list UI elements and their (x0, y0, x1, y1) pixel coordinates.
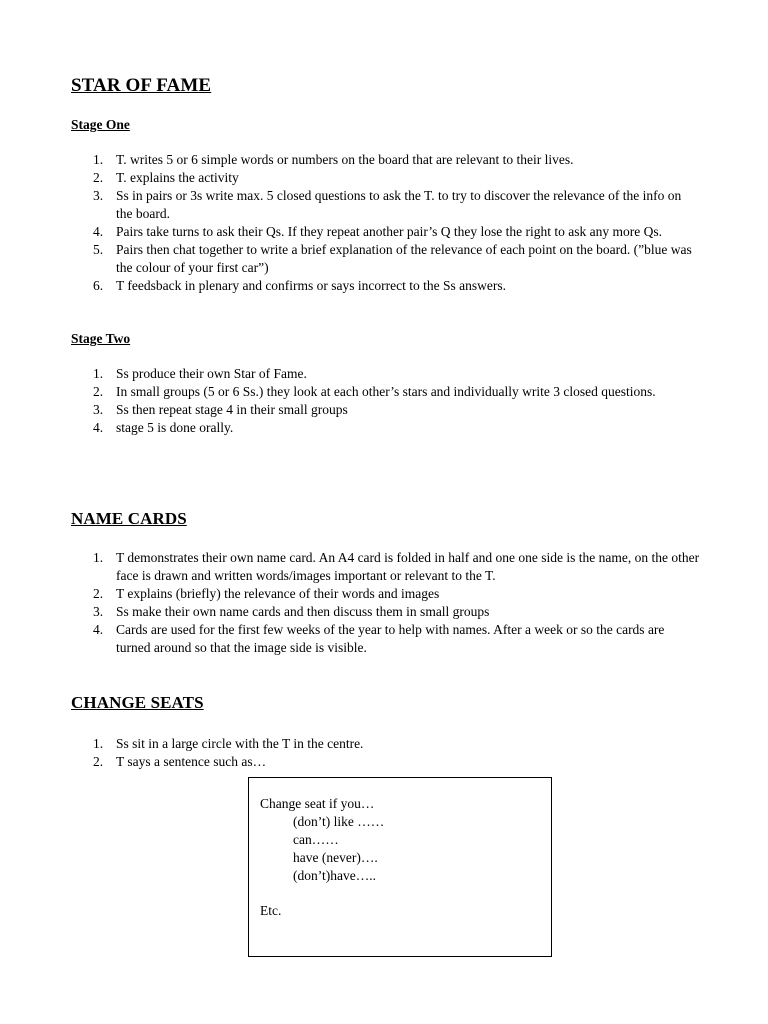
list-item: 2. T. explains the activity (93, 170, 239, 185)
list-item: 5. Pairs then chat together to write a brief explanation of the relevance of each point on the board. (”blue was the colour of your first car”) (93, 242, 692, 275)
list-item: 3. Ss make their own name cards and then discuss them in small groups (93, 604, 490, 619)
name-cards-heading: NAME CARDS (71, 509, 187, 528)
list-item: 2. T says a sentence such as… (93, 754, 267, 769)
list-item: 1. Ss produce their own Star of Fame. (93, 366, 307, 381)
change-seats-list (71, 735, 701, 771)
list-item: 3. Ss in pairs or 3s write max. 5 closed questions to ask the T. to try to discover the relevance of the info on the board. (93, 188, 682, 221)
box-line: can…… (293, 832, 339, 847)
list-item: 1. Ss sit in a large circle with the T in the centre. (93, 736, 364, 751)
box-line: (don’t)have….. (293, 868, 376, 883)
list-item: 1. T. writes 5 or 6 simple words or numbers on the board that are relevant to their lives. (93, 152, 574, 167)
box-line: (don’t) like …… (293, 814, 385, 829)
box-line: have (never)…. (293, 850, 378, 865)
box-intro: Change seat if you… (260, 796, 375, 811)
change-seats-heading: CHANGE SEATS (71, 693, 204, 712)
list-item: 3. Ss then repeat stage 4 in their small groups (93, 402, 348, 417)
list-item: 4. stage 5 is done orally. (93, 420, 234, 435)
list-item: 1. T demonstrates their own name card. An A4 card is folded in half and one one side is the name, on the other face is drawn and written words/images important or relevant to the T. (93, 550, 700, 583)
list-item: 2. In small groups (5 or 6 Ss.) they look at each other’s stars and individually write 3 closed questions. (93, 384, 656, 399)
stage-one-list (71, 151, 701, 295)
name-cards-list (71, 549, 701, 657)
star-of-fame-heading: STAR OF FAME (71, 75, 212, 96)
example-sentence-box (248, 777, 552, 957)
list-item: 6. T feedsback in plenary and confirms or says incorrect to the Ss answers. (93, 278, 507, 293)
list-item: 4. Pairs take turns to ask their Qs. If they repeat another pair’s Q they lose the right to ask any more Qs. (93, 224, 662, 239)
stage-two-list (71, 365, 701, 437)
list-item: 4. Cards are used for the first few weeks of the year to help with names. After a week or so the cards are turned around so that the image side is visible. (93, 622, 665, 655)
list-item: 2. T explains (briefly) the relevance of their words and images (93, 586, 440, 601)
stage-one-heading: Stage One (71, 117, 130, 132)
box-footer: Etc. (260, 903, 282, 918)
stage-two-heading: Stage Two (71, 331, 131, 346)
